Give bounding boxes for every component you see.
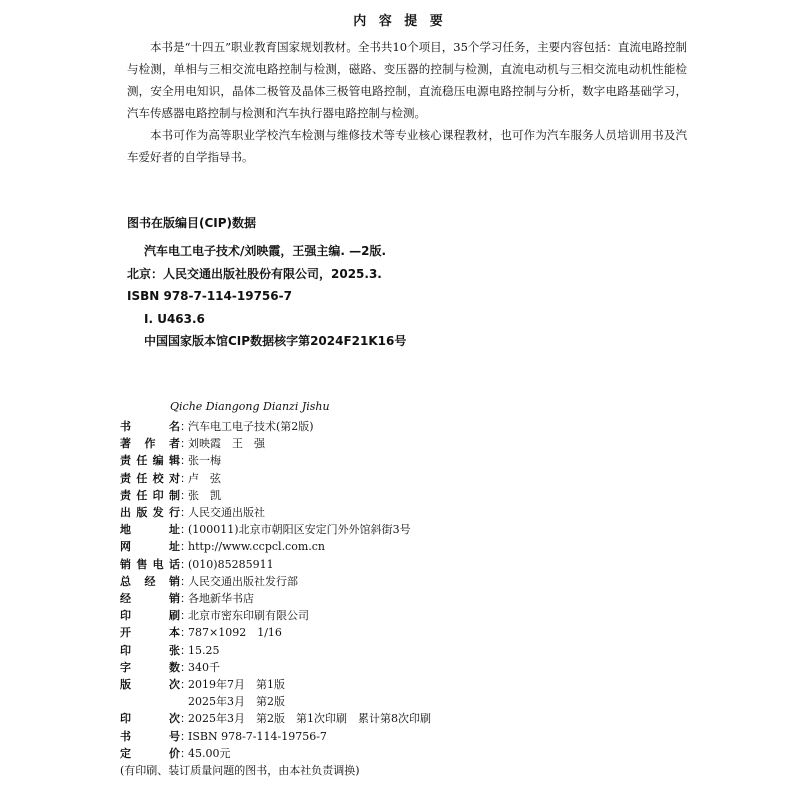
- colophon-value: 各地新华书店: [188, 592, 254, 606]
- colophon-label: 书名: [120, 420, 180, 433]
- colophon-value: 787×1092 1/16: [188, 626, 282, 640]
- colophon-value: 2025年3月 第2版: [188, 695, 285, 709]
- colophon-value: 人民交通出版社发行部: [188, 574, 298, 588]
- colophon-label: 版次: [120, 678, 180, 692]
- colophon-row: 印张 ： 15.25: [120, 642, 431, 659]
- cip-heading: 图书在版编目(CIP)数据: [127, 216, 257, 230]
- colophon-row: 印次 ： 2025年3月 第2版 第1次印刷 累计第8次印刷: [120, 710, 431, 727]
- colophon-label: 责任印制: [120, 488, 180, 502]
- cip-line-isbn: ISBN 978-7-114-19756-7: [127, 289, 292, 304]
- colophon-value: 刘映霞 王 强: [188, 437, 265, 451]
- colophon-value: 2019年7月 第1版: [188, 678, 285, 692]
- colophon-row: 书号 ： ISBN 978-7-114-19756-7: [120, 728, 431, 745]
- colophon-value: 45.00元: [188, 746, 231, 760]
- colophon-row: [120, 693, 431, 710]
- colophon-label: [120, 693, 180, 710]
- colophon-value: 张 凯: [188, 488, 221, 502]
- colophon-value: (010)85285911: [188, 557, 274, 571]
- colophon-row: 书名 ： 汽车电工电子技术(第2版): [120, 418, 431, 435]
- content-summary: [127, 36, 687, 168]
- colophon-label: 出版发行: [120, 506, 180, 520]
- summary-paragraph: 本书是“十四五”职业教育国家规划教材。全书共10个项目，35个学习任务，主要内容包括：直流电路控制与检测，单相与三相交流电路控制与检测，磁路、变压器的控制与检测，直流电动机与三相交流电动机性能检测，安全用电知识，晶体二极管及晶体三极管电路控制，直流稳压电源电路控制与分析，数字电路基础学习，汽车传感器电路控制与检测和汽车执行器电路控制与检测。: [127, 40, 687, 120]
- colophon-label: 印次: [120, 712, 180, 726]
- colophon-table: [120, 418, 431, 779]
- colophon-label: 字数: [120, 660, 180, 674]
- colophon-value: 北京市密东印刷有限公司: [188, 609, 309, 623]
- colophon-value: 340千: [188, 660, 220, 674]
- colophon-label: 印刷: [120, 609, 180, 623]
- colophon-row: 版次 ： 2019年7月 第1版: [120, 676, 431, 693]
- colophon-row: 印刷 ： 北京市密东印刷有限公司: [120, 607, 431, 624]
- cip-line-publisher: 北京：人民交通出版社股份有限公司，2025.3.: [127, 266, 382, 281]
- colophon-row: 出版发行 ： 人民交通出版社: [120, 504, 431, 521]
- cip-block: [127, 240, 406, 353]
- colophon-row: 地址 ： (100011)北京市朝阳区安定门外外馆斜街3号: [120, 521, 431, 538]
- colophon-value: 卢 弦: [188, 471, 221, 485]
- colophon-value: 人民交通出版社: [188, 506, 265, 520]
- summary-paragraph: 本书可作为高等职业学校汽车检测与维修技术等专业核心课程教材，也可作为汽车服务人员培训用书及汽车爱好者的自学指导书。: [127, 128, 687, 164]
- colophon-label: 著作者: [120, 437, 180, 451]
- colophon-label: 开本: [120, 626, 180, 640]
- colophon-row: 著作者 ： 刘映霞 王 强: [120, 435, 431, 452]
- cip-line-classification: Ⅰ. U463.6: [144, 311, 205, 326]
- colophon-row: 销售电话 ： (010)85285911: [120, 556, 431, 573]
- pinyin-title: Qiche Diangong Dianzi Jishu: [170, 400, 330, 413]
- colophon-value: 张一梅: [188, 454, 221, 468]
- page-title: 内 容 提 要: [353, 14, 447, 29]
- colophon-value: (100011)北京市朝阳区安定门外外馆斜街3号: [188, 523, 411, 537]
- colophon-label: 网址: [120, 540, 180, 554]
- colophon-value: 15.25: [188, 643, 220, 657]
- colophon-label: 责任编辑: [120, 454, 180, 468]
- colophon-row: 经销 ： 各地新华书店: [120, 590, 431, 607]
- colophon-row: 责任编辑 ： 张一梅: [120, 452, 431, 469]
- colophon-label: 定价: [120, 746, 180, 760]
- colophon-label: 书号: [120, 729, 180, 743]
- colophon-label: 总经销: [120, 574, 180, 588]
- colophon-value: 2025年3月 第2版 第1次印刷 累计第8次印刷: [188, 712, 431, 726]
- colophon-label: 责任校对: [120, 471, 180, 485]
- colophon-row: 责任印制 ： 张 凯: [120, 487, 431, 504]
- colophon-value: 汽车电工电子技术(第2版): [188, 420, 314, 433]
- colophon-footer-note: (有印刷、装订质量问题的图书，由本社负责调换): [120, 764, 360, 778]
- colophon-row: 责任校对 ： 卢 弦: [120, 470, 431, 487]
- colophon-label: 经销: [120, 592, 180, 606]
- cip-line-title: 汽车电工电子技术/刘映霞，王强主编. —2版.: [144, 244, 387, 258]
- colophon-label: 地址: [120, 523, 180, 537]
- colophon-row: 总经销 ： 人民交通出版社发行部: [120, 573, 431, 590]
- colophon-row: 开本 ： 787×1092 1/16: [120, 624, 431, 641]
- colophon-row: 定价 ： 45.00元: [120, 745, 431, 762]
- colophon-value: http://www.ccpcl.com.cn: [188, 540, 326, 554]
- colophon-row: 字数 ： 340千: [120, 659, 431, 676]
- colophon-row: 网址 ： http://www.ccpcl.com.cn: [120, 538, 431, 555]
- cip-line-record-number: 中国国家版本馆CIP数据核字第2024F21K16号: [144, 334, 407, 349]
- colophon-label: 印张: [120, 643, 180, 657]
- colophon-value: ISBN 978-7-114-19756-7: [188, 729, 327, 743]
- colophon-label: 销售电话: [120, 557, 180, 571]
